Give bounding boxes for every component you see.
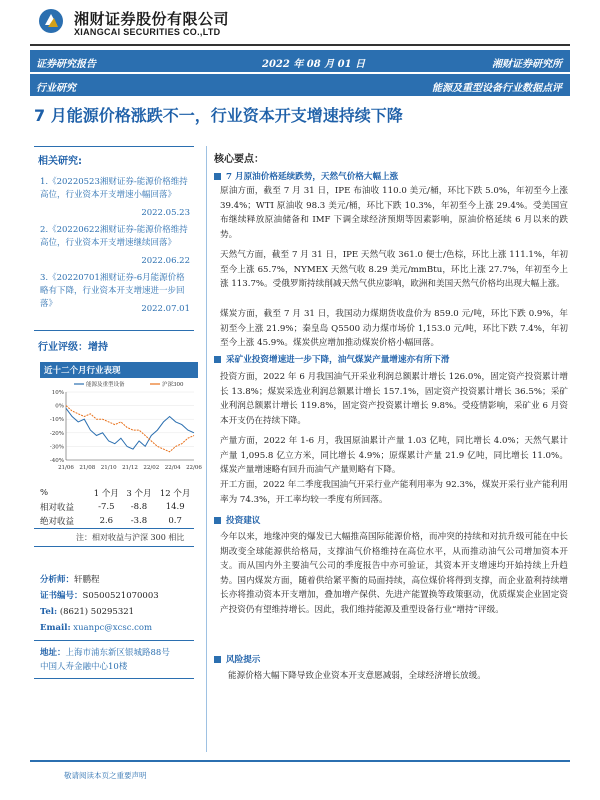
table-header-cell: 12 个月 bbox=[159, 489, 191, 499]
performance-chart bbox=[40, 378, 202, 480]
section-heading-2 bbox=[214, 353, 566, 365]
paragraph-coal: 煤炭方面，截至 7 月 31 日，我国动力煤期货收盘价为 859.0 元/吨，环比下跌 0.9%，年初至今上涨 21.9%；秦皇岛 Q5500 动力煤市场价 1,153.0 元/吨，环比下跌 7.4%，年初至今上涨 45.9%。煤炭供应增加推动煤炭价格小幅回落。 bbox=[220, 309, 568, 348]
table-cell: 0.7 bbox=[168, 516, 182, 526]
header-divider bbox=[30, 44, 570, 46]
table-cell: 相对收益 bbox=[40, 503, 75, 513]
paragraph-risk: 能源价格大幅下降导致企业资本开支意愿减弱，全球经济增长放缓。 bbox=[228, 671, 486, 681]
section-heading-text: 采矿业投资增速进一步下降，油气煤炭产量增速亦有所下滑 bbox=[226, 355, 450, 365]
footer-disclaimer: 敬请阅读本页之重要声明 bbox=[64, 771, 147, 780]
key-points-heading: 核心要点： bbox=[214, 154, 264, 165]
related-date-3: 2022.07.01 bbox=[141, 304, 190, 314]
paragraph-gas: 天然气方面，截至 7 月 31 日，IPE 天然气收 361.0 便士/色棕，环比上涨 111.1%，年初至今上涨 65.7%，NYMEX 天然气收 8.29 美元/mmBtu，环比上涨 27.7%，年初至今上涨 113.7%。受俄罗斯持续削减天然气供应影响，欧洲和美国天然气价格均出现大幅上涨。 bbox=[220, 250, 568, 289]
table-cell: -8.8 bbox=[130, 502, 148, 512]
address-block bbox=[40, 646, 200, 674]
analyst-name: 轩鹏程 bbox=[74, 575, 100, 585]
x-tick-label: 21/10 bbox=[100, 465, 117, 471]
legend-label: 能源及重型设备 bbox=[86, 382, 125, 388]
cert-label: 证书编号： bbox=[40, 591, 83, 601]
table-cell: 14.9 bbox=[165, 502, 185, 512]
section-heading-1 bbox=[214, 170, 566, 182]
tel-number: (8621) 50295321 bbox=[59, 607, 135, 617]
paragraph-production: 产量方面，2022 年 1-6 月，我国原油累计产量 1.03 亿吨，同比增长 4.0%；天然气累计产量 1,095.8 亿立方米，同比增长 4.9%；原煤累计产量 21.9 亿吨，同比增长 11.0%。煤炭产量增速略有回升而油气产量则略有下降。 bbox=[220, 436, 568, 475]
company-name-en: XIANGCAI SECURITIES CO.,LTD bbox=[74, 27, 221, 37]
divider bbox=[34, 640, 194, 641]
related-heading: 相关研究: bbox=[38, 156, 82, 167]
table-header-cell: 1 个月 bbox=[93, 489, 119, 499]
table-cell: 绝对收益 bbox=[40, 517, 75, 527]
x-tick-label: 22/06 bbox=[186, 465, 202, 471]
x-tick-label: 21/06 bbox=[58, 465, 74, 471]
divider bbox=[34, 546, 194, 547]
footer-divider bbox=[30, 760, 570, 762]
x-tick-label: 22/04 bbox=[164, 465, 181, 471]
table-header-row bbox=[40, 486, 195, 500]
table-row bbox=[40, 500, 195, 514]
address-line-1: 上海市浦东新区银城路88号 bbox=[65, 648, 170, 658]
divider bbox=[34, 678, 194, 679]
column-divider bbox=[206, 146, 207, 752]
report-category: 行业研究 bbox=[36, 83, 76, 94]
table-header-cell: % bbox=[40, 488, 49, 498]
bullet-square-icon bbox=[214, 656, 221, 663]
section-heading-4 bbox=[214, 653, 566, 665]
paragraph-recommendation: 今年以来，地缘冲突的爆发已大幅推高国际能源价格，而冲突的持续和对抗升级可能在中长期改变全球能源供给格局，支撑油气价格维持在高位水平，从而推动油气公司增加资本开支。而从国内外主要油气公司的季度报告中亦可验证，其资本开支增速均开始持续上升趋势。国内煤炭方面，随着供给紧平衡的局面持续，高位煤价将得到支撑，而企业盈利持续增长亦将推动资本开支增加，叠加增产保供、先进产能置换等政策驱动，优质煤炭企业固定资产投资仍有望维持增长。因此，我们维持能源及重型设备行业“增持”评级。 bbox=[220, 532, 568, 615]
table-cell: -3.8 bbox=[130, 516, 148, 526]
bullet-square-icon bbox=[214, 517, 221, 524]
series-line-2 bbox=[66, 406, 194, 452]
chart-title-bar bbox=[40, 362, 198, 378]
performance-table bbox=[40, 486, 195, 528]
report-type: 证券研究报告 bbox=[36, 59, 96, 70]
legend-label: 沪深300 bbox=[162, 382, 184, 388]
analyst-label: 分析师： bbox=[40, 575, 75, 585]
table-header-cell: 3 个月 bbox=[126, 489, 152, 499]
divider bbox=[34, 146, 194, 147]
x-tick-label: 22/02 bbox=[143, 465, 160, 471]
divider bbox=[34, 330, 194, 331]
y-tick-label: 0% bbox=[55, 403, 64, 410]
report-date: 2022 年 08 月 01 日 bbox=[262, 59, 366, 70]
institute-name: 湘财证券研究所 bbox=[492, 59, 562, 70]
y-tick-label: -20% bbox=[49, 430, 64, 437]
report-title: 7 月能源价格涨跌不一，行业资本开支增速持续下降 bbox=[34, 106, 403, 125]
address-label: 地址： bbox=[40, 648, 66, 658]
y-tick-label: -10% bbox=[49, 417, 64, 424]
x-tick-label: 21/08 bbox=[79, 465, 96, 471]
section-heading-text: 风险提示 bbox=[226, 655, 261, 665]
y-tick-label: -40% bbox=[49, 458, 64, 464]
paragraph-utilization: 开工方面，2022 年二季度我国油气开采行业产能利用率为 92.3%，煤炭开采行业产能利用率为 74.3%，开工率均较一季度有所回落。 bbox=[220, 480, 568, 505]
table-cell: 2.6 bbox=[99, 516, 114, 526]
related-link-1[interactable]: 1.《20220523湘财证券-能源价格维持高位，行业资本开支增速小幅回落》 bbox=[40, 177, 188, 200]
table-row bbox=[40, 514, 195, 528]
header-bar-bottom bbox=[30, 74, 570, 96]
industry-rating: 行业评级：增持 bbox=[38, 342, 108, 353]
table-cell: -7.5 bbox=[98, 502, 115, 512]
y-tick-label: -30% bbox=[49, 444, 64, 451]
section-heading-text: 投资建议 bbox=[226, 516, 261, 526]
bullet-square-icon bbox=[214, 173, 221, 180]
analyst-block bbox=[40, 572, 200, 636]
related-date-2: 2022.06.22 bbox=[141, 256, 190, 266]
header-bar-top bbox=[30, 50, 570, 72]
cert-number: S0500521070003 bbox=[82, 591, 159, 601]
report-series: 能源及重型设备行业数据点评 bbox=[432, 83, 562, 94]
address-line-2: 中国人寿金融中心10楼 bbox=[40, 662, 128, 672]
paragraph-oil: 原油方面，截至 7 月 31 日，IPE 布油收 110.0 美元/桶，环比下跌 5.0%，年初至今上涨 39.4%；WTI 原油收 98.3 美元/桶，环比下跌 10.3%，年初至今上涨 29.4%。受美国宣布继续释放原油储备和 IMF 下调全球经济预期等因素影响，原油价格延续 6 月以来的跌势。 bbox=[220, 186, 568, 240]
related-date-1: 2022.05.23 bbox=[141, 208, 190, 218]
y-tick-label: 10% bbox=[51, 390, 64, 396]
paragraph-investment: 投资方面，2022 年 6 月我国油气开采业利润总额累计增长 126.0%，固定资产投资累计增长 13.8%；煤炭采选业利润总额累计增长 157.1%，固定资产投资累计增长 36.5%；采矿业利润总额累计增长 119.8%，固定资产投资累计增长 9.8%。受疫情影响，采矿业 6 月资本开支仍在持续下降。 bbox=[220, 372, 568, 426]
email-link[interactable]: xuanpc@xcsc.com bbox=[73, 623, 153, 633]
table-note: 注：相对收益与沪深 300 相比 bbox=[76, 533, 185, 542]
related-link-2[interactable]: 2.《20220622湘财证券-能源价格维持高位，行业资本开支增速继续回落》 bbox=[40, 225, 188, 248]
divider bbox=[34, 528, 194, 529]
company-name-cn: 湘财证券股份有限公司 bbox=[74, 10, 230, 28]
x-tick-label: 21/12 bbox=[122, 465, 138, 471]
related-link-3[interactable]: 3.《20220701湘财证券-6月能源价格略有下降，行业资本开支增速进一步回落》 bbox=[40, 273, 185, 309]
section-heading-text: 7 月原油价格延续跌势，天然气价格大幅上涨 bbox=[226, 172, 399, 182]
company-logo-icon bbox=[38, 8, 64, 34]
section-heading-3 bbox=[214, 514, 566, 526]
tel-label: Tel: bbox=[40, 607, 58, 617]
chart-title: 近十二个月行业表现 bbox=[44, 366, 121, 376]
bullet-square-icon bbox=[214, 356, 221, 363]
email-label: Email: bbox=[40, 623, 71, 633]
